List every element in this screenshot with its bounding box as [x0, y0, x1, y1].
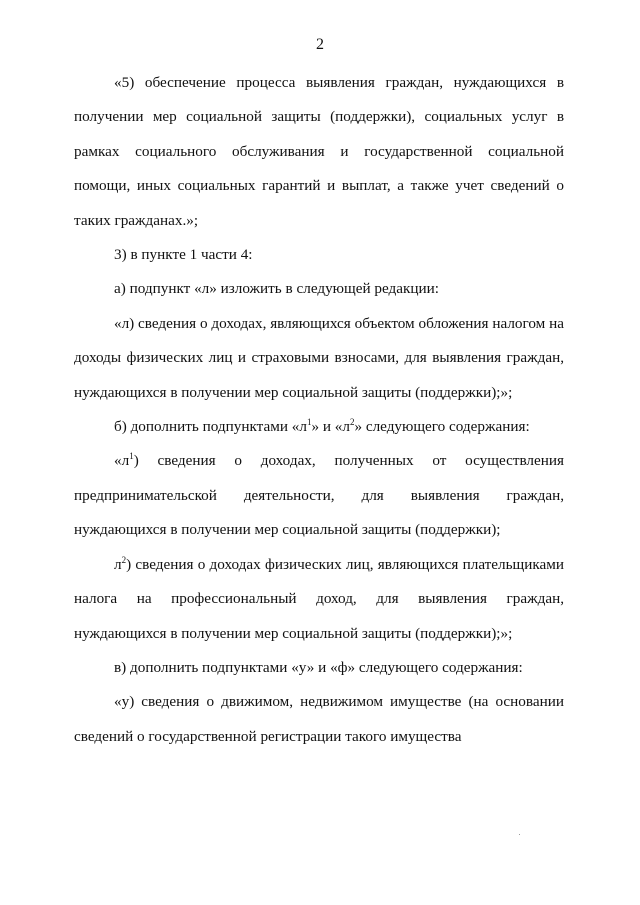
superscript: 1 — [129, 451, 134, 462]
paragraph-text-part: ) сведения о доходах физических лиц, являющихся плательщиками налога на профессиональный доход, для выявления граждан, нуждающихся в получении мер социальной защиты (поддержки);»; — [74, 555, 564, 642]
page-number: 2 — [316, 36, 324, 53]
paragraph-item-5: «5) обеспечение процесса выявления граждан, нуждающихся в получении мер социальной защиты (поддержки), социальных услуг в рамках социального обслуживания и государственной социальной помощи, иных социальных гарантий и выплат, а также учет сведений о таких гражданах.»; — [74, 74, 564, 229]
paragraph-text-part: » и «л — [311, 418, 350, 436]
superscript: 1 — [306, 417, 312, 428]
paragraph-subpoint-a: а) подпункт «л» изложить в следующей редакции: — [114, 280, 439, 298]
paragraph-subpoint-v: в) дополнить подпунктами «у» и «ф» следующего содержания: — [114, 658, 523, 676]
paragraph-point-3: 3) в пункте 1 части 4: — [114, 246, 253, 264]
paragraph-text-part: б) дополнить подпунктами «л — [114, 418, 307, 436]
document-body — [74, 66, 564, 754]
scan-speck — [519, 834, 520, 835]
paragraph-text-part: ) сведения о доходах, полученных от осуществления предпринимательской деятельности, для выявления граждан, нуждающихся в получении мер социальной защиты (поддержки); — [74, 452, 564, 539]
paragraph-subpoint-l2 — [74, 548, 564, 651]
paragraph-subpoint-l: «л) сведения о доходах, являющихся объектом обложения налогом на доходы физических лиц и страховыми взносами, для выявления граждан, нуждающихся в получении мер социальной защиты (поддержки);»; — [74, 314, 564, 401]
paragraph-subpoint-u: «у) сведения о движимом, недвижимом имуществе (на основании сведений о государственной регистрации такого имущества — [74, 693, 564, 745]
paragraph-text-part: » следующего содержания: — [354, 418, 530, 436]
superscript: 2 — [121, 554, 127, 565]
paragraph-text-part: л — [114, 555, 122, 573]
superscript: 2 — [349, 417, 355, 428]
paragraph-subpoint-b — [74, 410, 564, 444]
paragraph-text-part: «л — [114, 452, 130, 470]
paragraph-subpoint-l1 — [74, 444, 564, 547]
